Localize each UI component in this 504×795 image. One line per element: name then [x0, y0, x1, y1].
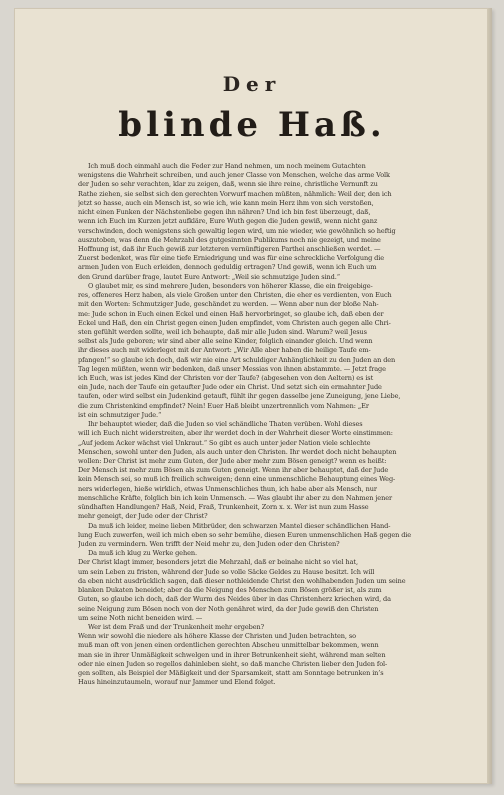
paragraph-2-line-8: ihr dieses auch mit widerleget mit der Antwort: „Wir Alle aber haben die heilige Taufe em- — [78, 346, 371, 355]
paragraph-2-line-7: selbst als Jude geboren; wir sind aber alle seine Kinder, folglich einander gleich. Und wenn — [78, 337, 373, 346]
paragraph-3-line-6: Der Mensch ist mehr zum Bösen als zum Guten geneigt. Wenn ihr aber behauptet, daß der Jude — [78, 466, 389, 475]
paragraph-5-line-5: blanken Dukaten beneidet; aber da die Neigung des Menschen zum Bösen größer ist, als zum — [78, 586, 382, 595]
paragraph-2-line-14: die zum Christenkind empfindet? Nein! Euer Haß bleibt unzertrennlich vom Nahmen: „Er — [78, 401, 369, 410]
paragraph-2-line-12: ein Jude, nach der Taufe ein getaufter Jude oder ein Christ. Und setzt sich ein ermahnter Jude — [78, 383, 382, 392]
paragraph-2-line-11: ich Euch, was ist jedes Kind der Christen vor der Taufe? (abgesehen von den Aeltern) es ist — [78, 374, 374, 383]
paragraph-5-line-3: um sein Leben zu fristen, während der Jude so volle Säcke Geldes zu Hause besitzt. Ich will — [78, 567, 375, 576]
paragraph-3-line-1: Ihr behauptet wieder, daß die Juden so viel schändliche Thaten verüben. Wohl dieses — [88, 420, 363, 429]
paragraph-1-line-13: den Grund darüber frage, lautet Eure Antwort: „Weil sie schmutzige Juden sind.“ — [78, 272, 340, 281]
paragraph-3-line-2: will ich Euch nicht widerstreiten, aber ihr werdet doch in der Wahrheit dieser Worte einstimmen: — [78, 429, 393, 438]
paragraph-1-line-8: verschwinden, doch wenigstens sich gewaltig legen wird, um nie wieder, wie gewöhnlich so heftig — [78, 226, 396, 235]
paragraph-6-line-4: man sie in ihrer Unmäßigkeit schwelgen und in ihrer Betrunkenheit sieht, während man selten — [78, 650, 386, 659]
paragraph-1-line-10: Hoffnung ist, daß ihr Euch gewiß zur letzteren vernünftigeren Parthei anschließen werdet. — — [78, 244, 381, 253]
paragraph-3-line-3: „Auf jedem Acker wächst viel Unkraut.“ So gibt es auch unter jeder Nation viele schlechte — [78, 438, 371, 447]
paragraph-4-line-2: lung Euch zuwerfen, weil ich mich eben so sehr bemühe, diesen Euren unmenschlichen Haß gegen die — [78, 530, 412, 539]
paragraph-4-line-1: Da muß ich leider, meine lieben Mitbrüder, den schwarzen Mantel dieser schändlichen Hand- — [88, 521, 391, 530]
paragraph-2-line-15: ist ein schmutziger Jude.“ — [78, 410, 162, 419]
paragraph-2-line-9: pfangen!“ so glaube ich doch, daß wir nie eine Art schuldiger Anhänglichkeit zu den Juden an den — [78, 355, 396, 364]
paragraph-5-line-6: Guten, so glaube ich doch, daß der Wurm des Neides über in das Christenherz kriechen wird, da — [78, 595, 391, 604]
paragraph-2-line-4: me: Jude schon in Euch einen Eckel und einen Haß hervorbringet, so glaube ich, daß eben der — [78, 309, 384, 318]
paragraph-5-line-8: um seine Noth nicht beneiden wird. — — [78, 613, 203, 622]
paragraph-6-line-7: Haus hineinzutaumeln, worauf nur Jammer und Elend folget. — [78, 678, 276, 687]
paragraph-2-line-6: sten gefühlt werden sollte, weil ich behaupte, daß mir alle Juden sind. Warum? weil Jesus — [78, 327, 367, 336]
paragraph-1-line-1: Ich muß doch einmahl auch die Feder zur Hand nehmen, um noch meinem Gutachten — [88, 162, 366, 170]
paragraph-1-line-9: auszutoben, was denn die Mehrzahl des gutgesinnten Publikums noch nie gezeigt, und meine — [78, 235, 381, 244]
paragraph-3-line-5: wollen: Der Christ ist mehr zum Guten, der Jude aber mehr zum Bösen geneigt? wenn es heißt: — [78, 457, 387, 465]
paragraph-2-line-5: Eckel und Haß, den ein Christ gegen einen Juden empfindet, vom Christen auch gegen alle Chri- — [78, 318, 391, 327]
paragraph-6-line-3: muß man oft von jenen einen ordentlichen gerechten Abscheu unmittelbar bekommen, wenn — [78, 641, 379, 650]
paragraph-2-line-3: mit den Worten: Schmutziger Jude, geschändet zu werden. — Wenn aber nun der bloße Nah- — [78, 300, 379, 309]
paragraph-1-line-3: der Juden so sehr verachten, klar zu zeigen, daß, wenn sie ihre reine, christliche Vernunft zu — [78, 180, 378, 189]
paragraph-1-line-2: wenigstens die Wahrheit schreiben, und auch jener Classe von Menschen, welche das arme Volk — [78, 171, 390, 180]
paragraph-5-line-7: seine Neigung zum Bösen noch von der Noth genähret wird, da der Jude gewiß den Christen — [78, 604, 379, 613]
paragraph-3-line-4: Menschen, sowohl unter den Juden, als auch unter den Christen. Ihr werdet doch nicht behaupten — [78, 447, 397, 456]
paragraph-1-line-4: Rathe ziehen, sie selbst sich den gerechten Vorwurf machen müßten, nähmlich: Weil der, den ich — [78, 189, 392, 198]
paragraph-3-line-11: mehr geneigt, der Jude oder der Christ? — [78, 512, 208, 521]
paragraph-4-line-3: Juden zu vermindern. Wen trifft der Neid mehr zu, den Juden oder den Christen? — [78, 539, 340, 548]
paragraph-2-line-10: Tag legen müßten, wenn wir bedenken, daß unser Messias von ihnen abstammte. — Jetzt frage — [78, 364, 386, 373]
paragraph-6-line-1: Wer ist dem Fraß und der Trunkenheit mehr ergeben? — [88, 622, 265, 631]
paragraph-5-line-2: Der Christ klagt immer, besonders jetzt die Mehrzahl, daß er beinahe nicht so viel hat, — [78, 558, 358, 567]
paragraph-1-line-11: Zuerst bedenket, was für eine tiefe Erniedrigung und was für eine schreckliche Verfolgung die — [78, 254, 385, 263]
paragraph-6-line-2: Wenn wir sowohl die niedere als höhere Klasse der Christen und Juden betrachten, so — [78, 632, 356, 641]
paragraph-2-line-13: taufen, oder wird selbst ein Judenkind getauft, fühlt ihr gegen dasselbe jene Zuneigung, jene Liebe, — [78, 392, 401, 401]
paragraph-6-line-5: oder nie einen Juden so regellos dahinleben sieht, so daß manche Christen lieber den Juden fol- — [78, 659, 388, 668]
paragraph-5-line-1: Da muß ich klug zu Werke gehen. — [88, 549, 197, 558]
paragraph-2-line-1: O glaubet mir, es sind mehrere Juden, besonders von höherer Klasse, die ein freigebige- — [88, 281, 373, 290]
title-line-der: Der — [222, 72, 282, 96]
paragraph-3-line-9: menschliche Kräfte, folglich bin ich kein Unmensch. — Was glaubt ihr aber zu den Nahmen jener — [78, 493, 392, 502]
paragraph-3-line-8: ners widerlegen, hieße wirklich, etwas Unmenschliches thun, ich habe aber als Mensch, nur — [78, 484, 377, 493]
paragraph-1-line-6: nicht einen Funken der Nächstenliebe gegen ihn nähren? Und ich bin fest überzeugt, daß, — [78, 208, 371, 217]
paragraph-1-line-12: armen Juden von Euch erleiden, dennoch geduldig ertragen? Und gewiß, wenn ich Euch um — [78, 263, 377, 272]
paragraph-5-line-4: da eben nicht ausdrücklich sagen, daß dieser nothleidende Christ den wohlhabenden Juden um seine — [78, 576, 406, 585]
title-line-blinde-hass: blinde Haß. — [118, 105, 386, 145]
paragraph-2-line-2: res, offeneres Herz haben, als viele Großen unter den Christen, die eher es verdienten, von Euch — [78, 291, 392, 300]
paragraph-1-line-7: wenn ich Euch im Kurzen jetzt aufkläre, Eure Wuth gegen die Juden gewiß, wenn nicht ganz — [78, 217, 378, 226]
paragraph-3-line-7: kein Mensch sei, so muß ich freilich schweigen; denn eine unmenschliche Behauptung eines Weg- — [78, 475, 396, 484]
paragraph-1-line-5: jetzt so hasse, auch ein Mensch ist, so wie ich, wie kann mein Herz ihm von sich verstoßen, — [78, 198, 374, 207]
document-body — [78, 162, 462, 687]
paragraph-3-line-10: sündhaften Handlungen? Haß, Neid, Fraß, Trunkenheit, Zorn x. x. Wer ist nun zum Hasse — [78, 503, 369, 512]
paragraph-6-line-6: gen sollten, als Beispiel der Mäßigkeit und der Sparsamkeit, statt am Sonntage betrunken in’s — [78, 669, 384, 678]
